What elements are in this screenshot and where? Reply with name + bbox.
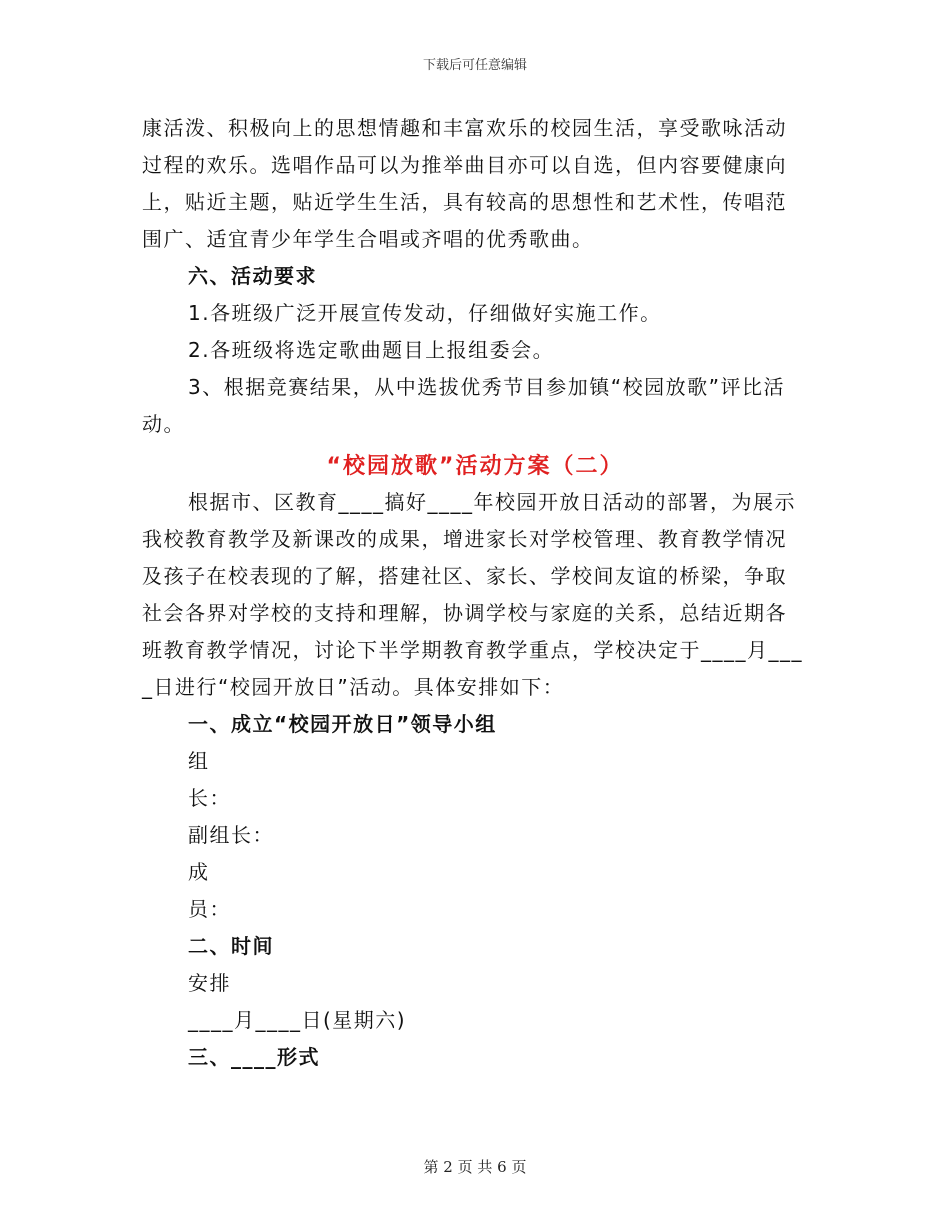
paragraph-line: 围广、适宜青少年学生合唱或齐唱的优秀歌曲。 <box>142 227 594 251</box>
page-header: 下载后可任意编辑 <box>422 58 527 73</box>
paragraph-line: 根据市、区教育____搞好____年校园开放日活动的部署，为展示 <box>188 490 796 514</box>
paragraph-line: 我校教育教学及新课改的成果，增进家长对学校管理、教育教学情况 <box>142 527 787 551</box>
list-item-continuation: 动。 <box>142 412 185 436</box>
paragraph-line: 及孩子在校表现的了解，搭建社区、家长、学校间友谊的桥梁，争取 <box>142 564 787 588</box>
section-heading: 二、时间 <box>188 934 274 958</box>
member-label: 员： <box>188 897 231 921</box>
list-item: 2.各班级将选定歌曲题目上报组委会。 <box>188 338 555 362</box>
document-title: “校园放歌”活动方案（二） <box>326 454 624 479</box>
paragraph-line: _日进行“校园开放日”活动。具体安排如下： <box>142 675 565 699</box>
paragraph-line: 班教育教学情况，讨论下半学期教育教学重点，学校决定于____月___ <box>142 638 803 662</box>
paragraph-line: 康活泼、积极向上的思想情趣和丰富欢乐的校园生活，享受歌咏活动 <box>142 116 787 140</box>
paragraph-line: 上，贴近主题，贴近学生生活，具有较高的思想性和艺术性，传唱范 <box>142 190 787 214</box>
leader-label: 长： <box>188 786 231 810</box>
section-heading: 六、活动要求 <box>188 264 317 288</box>
page-footer: 第 2 页 共 6 页 <box>423 1158 527 1176</box>
date-line: ____月____日(星期六) <box>188 1008 407 1032</box>
deputy-label: 副组长： <box>188 823 274 847</box>
paragraph-line: 社会各界对学校的支持和理解，协调学校与家庭的关系，总结近期各 <box>142 601 787 625</box>
list-item: 1.各班级广泛开展宣传发动，仔细做好实施工作。 <box>188 301 662 325</box>
paragraph-line: 过程的欢乐。选唱作品可以为推举曲目亦可以自选，但内容要健康向 <box>142 153 787 177</box>
leader-label: 组 <box>188 749 210 773</box>
section-heading: 三、____形式 <box>188 1045 320 1069</box>
member-label: 成 <box>188 860 210 884</box>
list-item: 3、根据竞赛结果，从中选拔优秀节目参加镇“校园放歌”评比活 <box>188 375 785 399</box>
arrangement-label: 安排 <box>188 971 231 995</box>
section-heading: 一、成立“校园开放日”领导小组 <box>188 712 497 736</box>
